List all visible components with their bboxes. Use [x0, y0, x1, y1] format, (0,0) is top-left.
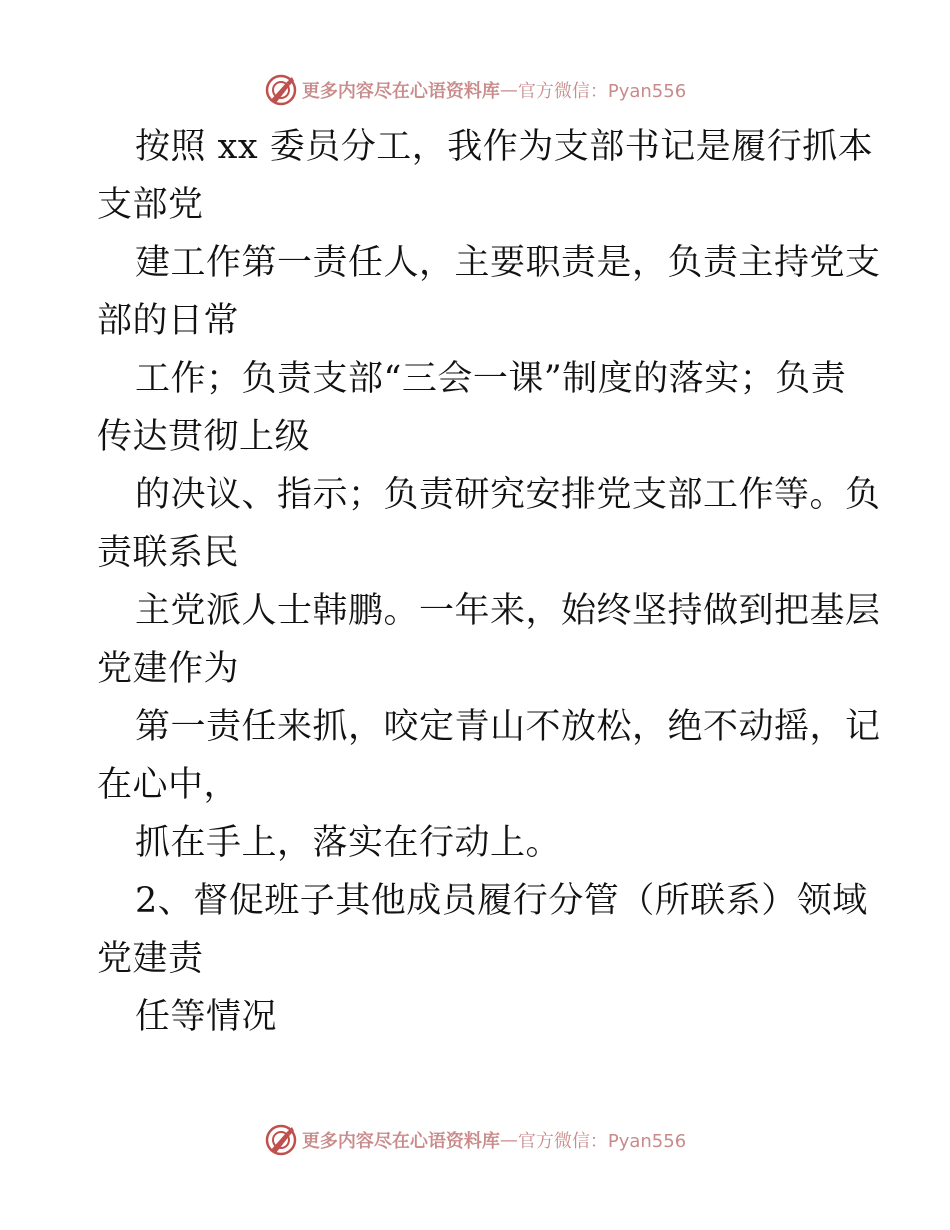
paragraph-line: 的决议、指示；负责研究安排党支部工作等。负 [135, 475, 881, 515]
banner-dash: — [499, 79, 518, 101]
paragraph-line: 责联系民 [97, 533, 240, 573]
paragraph-line: 工作；负责支部“三会一课”制度的落实；负责 [135, 359, 847, 399]
paragraph-line: 第一责任来抓，咬定青山不放松，绝不动摇，记 [135, 707, 881, 747]
paragraph-line: 部的日常 [97, 301, 240, 341]
logo-icon [264, 73, 298, 107]
banner-title: 更多内容尽在心语资料库 [301, 81, 500, 102]
paragraph-line: 主党派人士韩鹏。一年来，始终坚持做到把基层 [135, 591, 881, 631]
paragraph-line: 党建作为 [97, 649, 240, 689]
banner-wechat: 官方微信：Pyan556 [517, 1131, 687, 1152]
paragraph-line: 抓在手上，落实在行动上。 [135, 823, 562, 863]
footer-banner [0, 1122, 950, 1158]
paragraph-line: 党建责 [97, 939, 204, 979]
paragraph-line: 任等情况 [135, 997, 278, 1037]
paragraph-line: 2、督促班子其他成员履行分管（所联系）领域 [135, 881, 868, 921]
paragraph-line: 在心中， [97, 765, 240, 805]
paragraph-line: 支部党 [97, 185, 204, 225]
paragraph-line: 按照 xx 委员分工，我作为支部书记是履行抓本 [135, 127, 874, 167]
banner-title: 更多内容尽在心语资料库 [301, 1131, 500, 1152]
banner-dash: — [499, 1129, 518, 1151]
paragraph-line: 传达贯彻上级 [97, 417, 311, 457]
banner-wechat: 官方微信：Pyan556 [517, 81, 687, 102]
logo-icon [264, 1123, 298, 1157]
document-body [97, 118, 881, 1046]
header-banner [0, 72, 950, 108]
paragraph-line: 建工作第一责任人，主要职责是，负责主持党支 [135, 243, 881, 283]
